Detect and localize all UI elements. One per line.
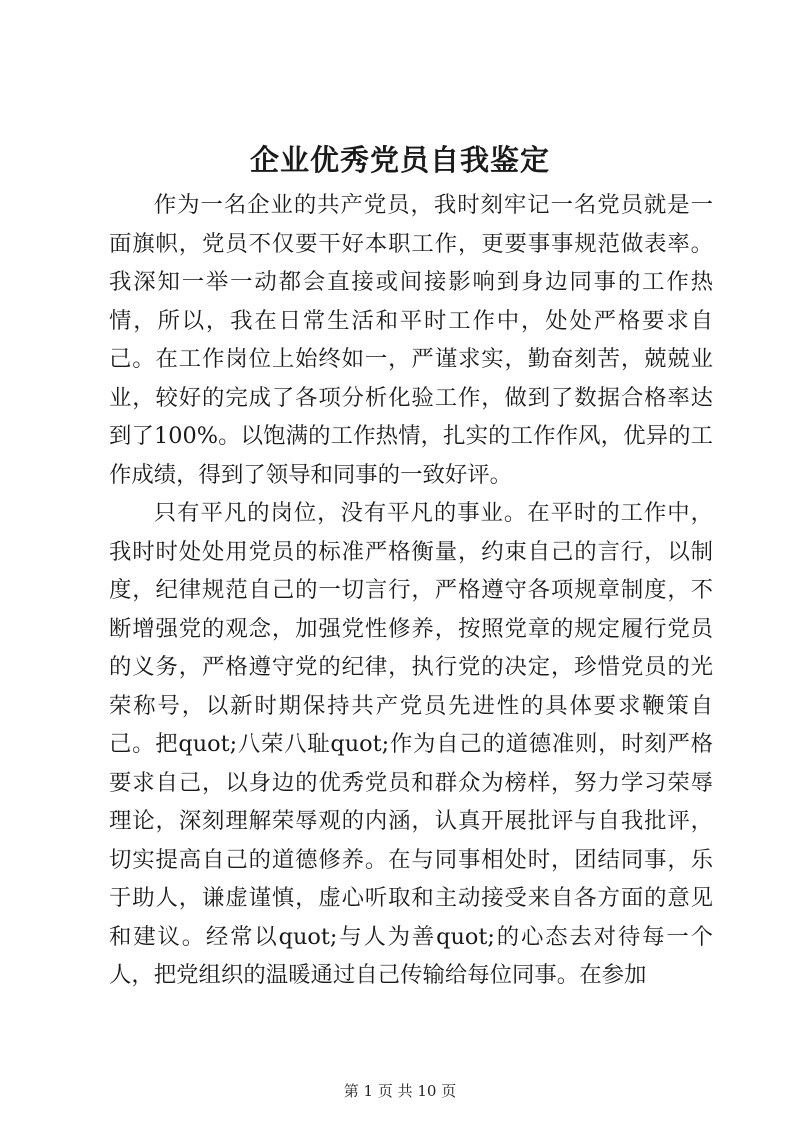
page-footer: 第 1 页 共 10 页 xyxy=(343,1082,457,1100)
paragraph-2: 只有平凡的岗位，没有平凡的事业。在平时的工作中，我时时处处用党员的标准严格衡量，约束自己的言行，以制度，纪律规范自己的一切言行，严格遵守各项规章制度，不断增强党的观念，加强党性修养，按照党章的规定履行党员的义务，严格遵守党的纪律，执行党的决定，珍惜党员的光荣称号，以新时期保持共产党员先进性的具体要求鞭策自己。把quot;八荣八耻quot;作为自己的道德准则，时刻严格要求自己，以身边的优秀党员和群众为榜样，努力学习荣辱理论，深刻理解荣辱观的内涵，认真开展批评与自我批评，切实提高自己的道德修养。在与同事相处时，团结同事，乐于助人，谦虚谨慎，虚心听取和主动接受来自各方面的意见和建议。经常以quot;与人为善quot;的心态去对待每一个人，把党组织的温暖通过自己传输给每位同事。在参加 xyxy=(109,500,713,988)
paragraph-1: 作为一名企业的共产党员，我时刻牢记一名党员就是一面旗帜，党员不仅要干好本职工作，更要事事规范做表率。我深知一举一动都会直接或间接影响到身边同事的工作热情，所以，我在日常生活和平时工作中，处处严格要求自己。在工作岗位上始终如一，严谨求实，勤奋刻苦，兢兢业业，较好的完成了各项分析化验工作，做到了数据合格率达到了100%。以饱满的工作热情，扎实的工作作风，优异的工作成绩，得到了领导和同事的一致好评。 xyxy=(109,192,713,488)
document-title: 企业优秀党员自我鉴定 xyxy=(249,143,550,177)
document-body xyxy=(109,186,713,995)
